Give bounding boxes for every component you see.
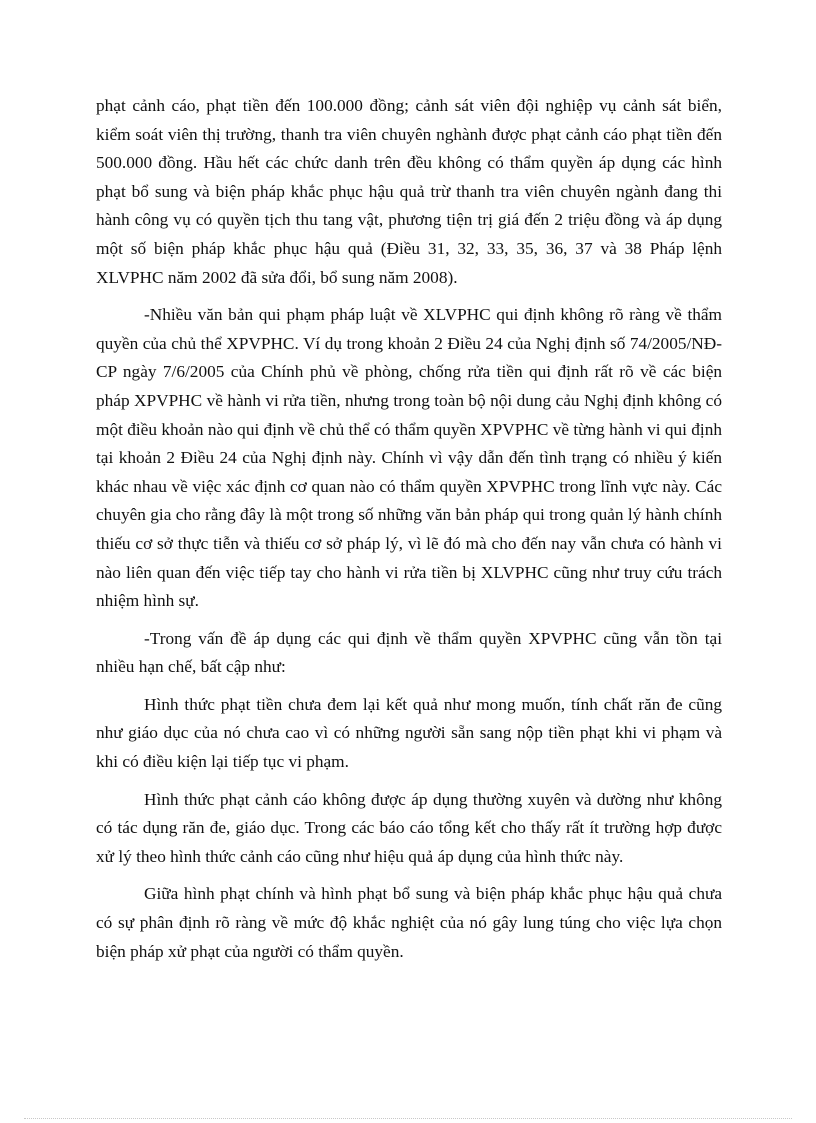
paragraph-unclear-authority: -Nhiều văn bản qui phạm pháp luật về XLVPHC qui định không rõ ràng về thẩm quyền của chủ thể XPVPHC. Ví dụ trong khoản 2 Điều 24 của Nghị định số 74/2005/NĐ-CP ngày 7/6/2005 của Chính phủ về phòng, chống rửa tiền qui định rất rõ về các biện pháp XPVPHC về hành vi rửa tiền, nhưng trong toàn bộ nội dung cảu Nghị định không có một điều khoản nào qui định về chủ thể có thẩm quyền XPVPHC về từng hành vi qui định tại khoản 2 Điều 24 của Nghị định này. Chính vì vậy dẫn đến tình trạng có nhiều ý kiến khác nhau về việc xác định cơ quan nào có thẩm quyền XPVPHC trong lĩnh vực này. Các chuyên gia cho rằng đây là một trong số những văn bản pháp qui trong quản lý hành chính thiếu cơ sở thực tiễn và thiếu cơ sở pháp lý, vì lẽ đó mà cho đến nay vẫn chưa có hành vi nào liên quan đến việc tiếp tay cho hành vi rửa tiền bị XLVPHC cũng như truy cứu trách nhiệm hình sự.: [96, 305, 722, 611]
document-body: [96, 92, 722, 975]
paragraph-fine-penalty: Hình thức phạt tiền chưa đem lại kết quả như mong muốn, tính chất răn đe cũng như giáo dục của nó chưa cao vì có những người sẵn sang nộp tiền phạt khi vi phạm và khi có điều kiện lại tiếp tục vi phạm.: [96, 694, 722, 772]
paragraph-main-vs-additional-penalty: Giữa hình phạt chính và hình phạt bổ sung và biện pháp khắc phục hậu quả chưa có sự phân định rõ ràng về mức độ khắc nghiệt của nó gây lung túng cho việc lựa chọn biện pháp xử phạt của người có thẩm quyền.: [96, 884, 722, 961]
paragraph-continued: phạt cảnh cáo, phạt tiền đến 100.000 đồng; cảnh sát viên đội nghiệp vụ cảnh sát biển, kiểm soát viên thị trường, thanh tra viên chuyên nghành được phạt cảnh cáo phạt tiền đến 500.000 đồng. Hầu hết các chức danh trên đều không có thẩm quyền áp dụng các hình phạt bổ sung và biện pháp khắc phục hậu quả trừ thanh tra viên chuyên ngành đang thi hành công vụ có quyền tịch thu tang vật, phương tiện trị giá đến 2 triệu đồng và áp dụng một số biện pháp khắc phục hậu quả (Điều 31, 32, 33, 35, 36, 37 và 38 Pháp lệnh XLVPHC năm 2002 đã sửa đổi, bổ sung năm 2008).: [96, 96, 722, 287]
paragraph-warning-penalty: Hình thức phạt cảnh cáo không được áp dụng thường xuyên và dường như không có tác dụng răn đe, giáo dục. Trong các báo cáo tổng kết cho thấy rất ít trường hợp được xử lý theo hình thức cảnh cáo cũng như hiệu quả áp dụng của hình thức này.: [96, 789, 722, 866]
page-bottom-divider: [24, 1118, 792, 1119]
paragraph-application-issues: -Trong vấn đề áp dụng các qui định về thẩm quyền XPVPHC cũng vẫn tồn tại nhiều hạn chế, bất cập như:: [96, 628, 722, 677]
